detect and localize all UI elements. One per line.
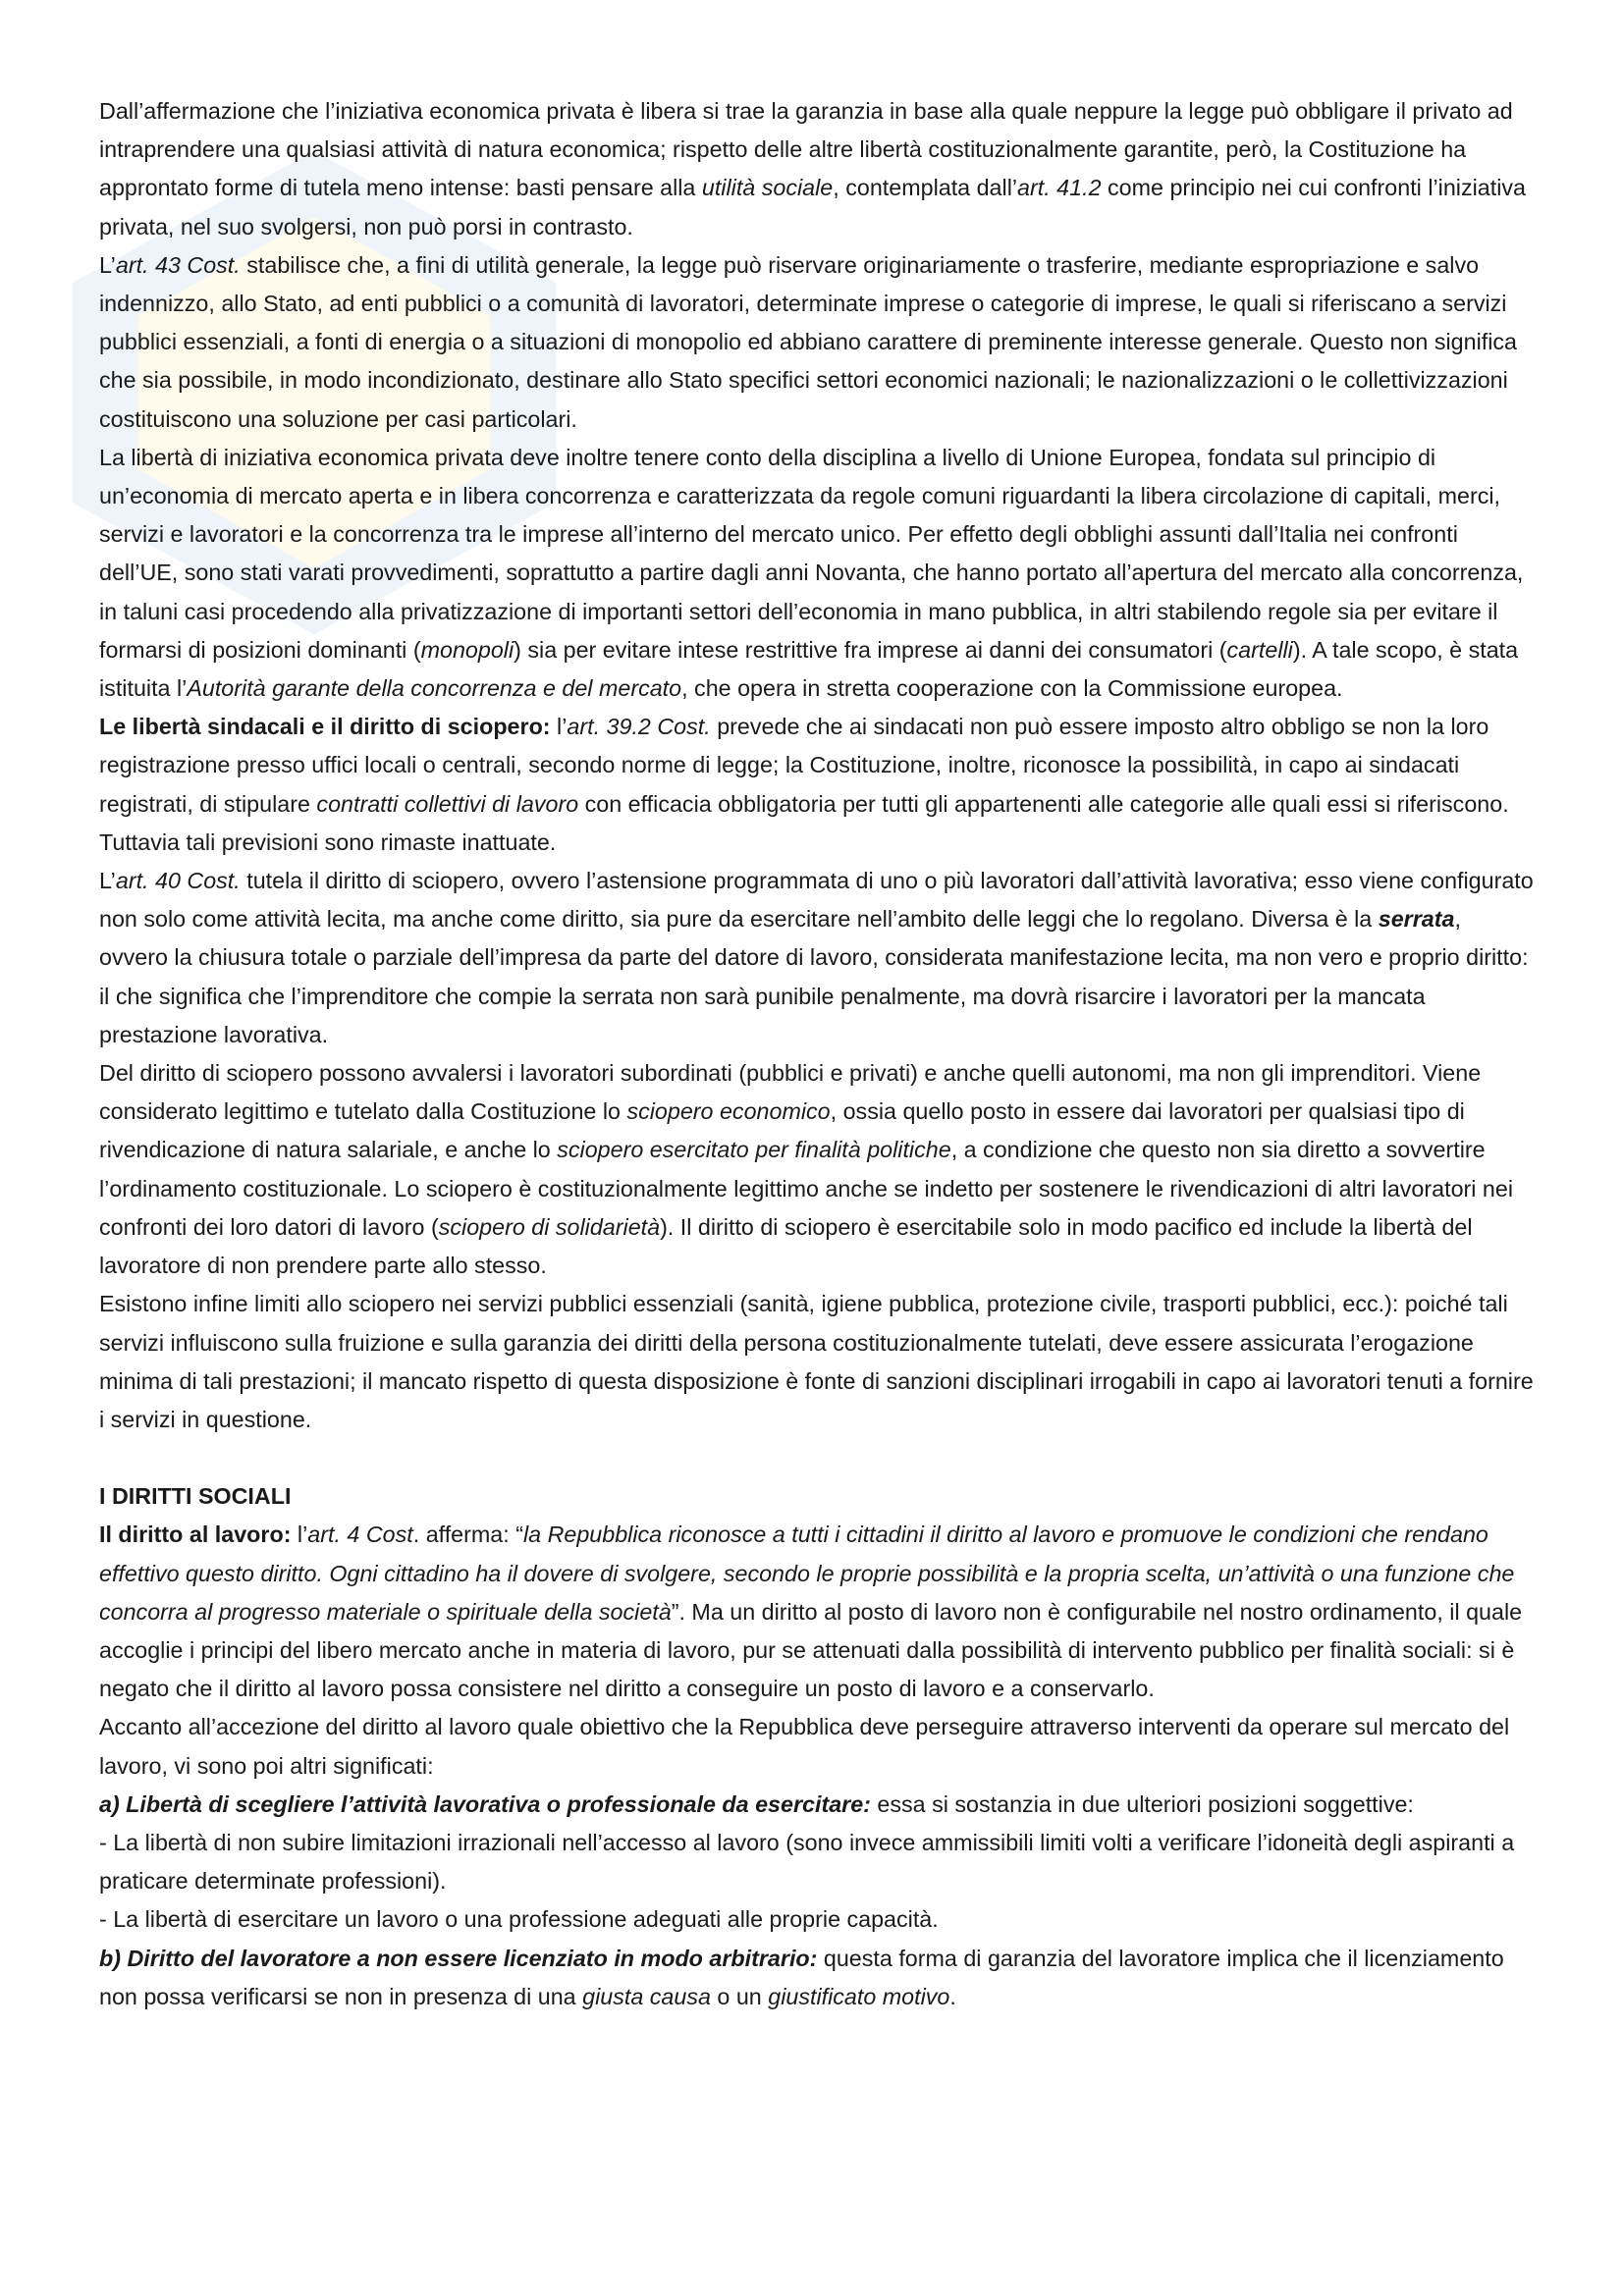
paragraph bbox=[99, 1477, 1535, 1516]
italic-text: sciopero esercitato per finalità politiche bbox=[557, 1137, 951, 1163]
bold-text: serrata bbox=[1378, 906, 1455, 933]
body-text: ”. Ma un diritto al posto di lavoro non è configurabile nel nostro ordinamento, il quale accoglie i principi del libero mercato anche in materia di lavoro, pur se attenuati dalla possibilità di intervento pubblico per finalità sociali: si è negato che il diritto al lavoro possa consistere nel diritto a conseguire un posto di lavoro e a conservarlo. bbox=[99, 1598, 1523, 1702]
body-text: come principio nei cui confronti l’iniziativa privata, nel suo svolgersi, non può porsi in contrasto. bbox=[99, 175, 1527, 240]
body-text: tutela il diritto di sciopero, ovvero l’astensione programmata di uno o più lavoratori dall’attività lavorativa; esso viene configurato non solo come attività lecita, ma anche come diritto, sia pure da esercitare nell’ambito delle leggi che lo regolano. Diversa è la bbox=[99, 868, 1534, 933]
italic-text: art. 39.2 Cost. bbox=[567, 714, 711, 740]
paragraph bbox=[99, 708, 1535, 862]
body-text: - La libertà di esercitare un lavoro o una professione adeguati alle proprie capacità. bbox=[99, 1906, 939, 1933]
paragraph bbox=[99, 246, 1535, 439]
italic-text: sciopero economico bbox=[626, 1098, 831, 1125]
body-text: l’ bbox=[291, 1522, 308, 1548]
body-text: Accanto all’accezione del diritto al lavoro quale obiettivo che la Repubblica deve perseguire attraverso interventi da operare sul mercato del lavoro, vi sono poi altri significati: bbox=[99, 1714, 1510, 1779]
italic-text: cartelli bbox=[1226, 636, 1293, 663]
italic-text: art. 40 Cost. bbox=[115, 868, 241, 894]
body-text: L’ bbox=[99, 251, 116, 278]
document-page bbox=[99, 92, 1535, 2016]
bold-text: b) Diritto del lavoratore a non essere licenziato in modo arbitrario: bbox=[99, 1945, 818, 1971]
paragraph bbox=[99, 1054, 1535, 1285]
bold-text: Le libertà sindacali e il diritto di sciopero: bbox=[99, 714, 551, 740]
body-text: , contemplata dall’ bbox=[833, 175, 1018, 201]
paragraph-spacer bbox=[99, 1439, 1535, 1477]
paragraph bbox=[99, 439, 1535, 708]
paragraph bbox=[99, 1708, 1535, 1785]
italic-text: la Repubblica riconosce a tutti i cittadini il diritto al lavoro e promuove le condizioni che rendano effettivo questo diritto. Ogni cittadino ha il dovere di svolgere, secondo le proprie possibilità e la propria scelta, un’attività o una funzione che concorra al progresso materiale o spirituale della società bbox=[99, 1522, 1515, 1625]
body-text: ) sia per evitare intese restrittive fra imprese ai danni dei consumatori ( bbox=[514, 636, 1227, 663]
italic-text: Autorità garante della concorrenza e del mercato bbox=[187, 675, 682, 702]
paragraph bbox=[99, 862, 1535, 1054]
body-text: - La libertà di non subire limitazioni irrazionali nell’accesso al lavoro (sono invece ammissibili limiti volti a verificare l’idoneità degli aspiranti a praticare determinate professioni). bbox=[99, 1829, 1515, 1895]
body-text: essa si sostanzia in due ulteriori posizioni soggettive: bbox=[870, 1790, 1414, 1817]
body-text: ). Il diritto di sciopero è esercitabile solo in modo pacifico ed include la libertà del lavoratore di non prendere parte allo stesso. bbox=[99, 1213, 1473, 1279]
italic-text: giustificato motivo bbox=[768, 1983, 950, 2009]
italic-text: sciopero di solidarietà bbox=[438, 1213, 661, 1240]
paragraph bbox=[99, 1285, 1535, 1439]
body-text: prevede che ai sindacati non può essere imposto altro obbligo se non la loro registrazione presso uffici locali o centrali, secondo norme di legge; la Costituzione, inoltre, riconosce la possibilità, in capo ai sindacati registrati, di stipulare bbox=[99, 714, 1489, 817]
body-text: , ovvero la chiusura totale o parziale dell’impresa da parte del datore di lavoro, considerata manifestazione lecita, ma non vero e proprio diritto: il che significa che l’imprenditore che compie la serrata non sarà punibile penalmente, ma dovrà risarcire i lavoratori per la mancata prestazione lavorativa. bbox=[99, 906, 1529, 1047]
paragraph bbox=[99, 92, 1535, 246]
body-text: , che opera in stretta cooperazione con la Commissione europea. bbox=[681, 675, 1343, 702]
italic-text: contratti collettivi di lavoro bbox=[316, 790, 579, 817]
bold-text: Il diritto al lavoro: bbox=[99, 1522, 292, 1548]
body-text: . afferma: “ bbox=[412, 1522, 523, 1548]
body-text: La libertà di iniziativa economica privata deve inoltre tenere conto della disciplina a livello di Unione Europea, fondata sul principio di un’economia di mercato aperta e in libera concorrenza e caratterizzata da regole comuni riguardanti la libera circolazione di capitali, merci, servizi e lavoratori e la concorrenza tra le imprese all’interno del mercato unico. Per effetto degli obblighi assunti dall’Italia nei confronti dell’UE, sono stati varati provvedimenti, soprattutto a partire dagli anni Novanta, che hanno portato all’apertura del mercato alla concorrenza, in taluni casi procedendo alla privatizzazione di importanti settori dell’economia in mano pubblica, in altri stabilendo regole sia per evitare il formarsi di posizioni dominanti ( bbox=[99, 444, 1524, 663]
body-text: ). A tale scopo, è stata istituita l’ bbox=[99, 636, 1519, 702]
body-text: , ossia quello posto in essere dai lavoratori per qualsiasi tipo di rivendicazione di natura salariale, e anche lo bbox=[99, 1098, 1465, 1163]
italic-text: art. 4 Cost bbox=[307, 1522, 413, 1548]
paragraph bbox=[99, 1786, 1535, 1824]
paragraph bbox=[99, 1900, 1535, 1939]
body-text: o un bbox=[710, 1983, 769, 2009]
body-text: . bbox=[949, 1983, 956, 2009]
italic-text: monopoli bbox=[420, 636, 514, 663]
body-text: questa forma di garanzia del lavoratore implica che il licenziamento non possa verificarsi se non in presenza di una bbox=[99, 1945, 1504, 2009]
body-text: , a condizione che questo non sia diretto a sovvertire l’ordinamento costituzionale. Lo sciopero è costituzionalmente legittimo anche se indetto per sostenere le rivendicazioni di altri lavoratori nei confronti dei loro datori di lavoro ( bbox=[99, 1137, 1514, 1240]
body-text: l’ bbox=[550, 714, 568, 740]
body-text: con efficacia obbligatoria per tutti gli appartenenti alle categorie alle quali essi si riferiscono. Tuttavia tali previsioni sono rimaste inattuate. bbox=[99, 790, 1509, 855]
body-text: Dall’affermazione che l’iniziativa economica privata è libera si trae la garanzia in base alla quale neppure la legge può obbligare il privato ad intraprendere una qualsiasi attività di natura economica; rispetto delle altre libertà costituzionalmente garantite, però, la Costituzione ha approntato forme di tutela meno intense: basti pensare alla bbox=[99, 98, 1513, 201]
italic-text: art. 43 Cost. bbox=[115, 251, 241, 278]
bold-text: I DIRITTI SOCIALI bbox=[99, 1483, 292, 1510]
italic-text: utilità sociale bbox=[701, 175, 834, 201]
body-text: stabilisce che, a fini di utilità generale, la legge può riservare originariamente o trasferire, mediante espropriazione e salvo indennizzo, allo Stato, ad enti pubblici o a comunità di lavoratori, determinate imprese o categorie di imprese, le quali si riferiscano a servizi pubblici essenziali, a fonti di energia o a situazioni di monopolio ed abbiano carattere di preminente interesse generale. Questo non significa che sia possibile, in modo incondizionato, destinare allo Stato specifici settori economici nazionali; le nazionalizzazioni o le collettivizzazioni costituiscono una soluzione per casi particolari. bbox=[99, 251, 1518, 432]
body-text: L’ bbox=[99, 868, 116, 894]
bold-text: a) Libertà di scegliere l’attività lavorativa o professionale da esercitare: bbox=[99, 1790, 871, 1817]
italic-text: giusta causa bbox=[582, 1983, 711, 2009]
body-text: Esistono infine limiti allo sciopero nei servizi pubblici essenziali (sanità, igiene pubblica, protezione civile, trasporti pubblici, ecc.): poiché tali servizi influiscono sulla fruizione e sulla garanzia dei diritti della persona costituzionalmente tutelati, deve essere assicurata l’erogazione minima di tali prestazioni; il mancato rispetto di questa disposizione è fonte di sanzioni disciplinari irrogabili in capo ai lavoratori tenuti a fornire i servizi in questione. bbox=[99, 1291, 1534, 1432]
paragraph bbox=[99, 1516, 1535, 1708]
paragraph bbox=[99, 1940, 1535, 2016]
italic-text: art. 41.2 bbox=[1017, 175, 1102, 201]
body-text: Del diritto di sciopero possono avvalersi i lavoratori subordinati (pubblici e privati) e anche quelli autonomi, ma non gli imprenditori. Viene considerato legittimo e tutelato dalla Costituzione lo bbox=[99, 1060, 1482, 1125]
paragraph bbox=[99, 1824, 1535, 1900]
